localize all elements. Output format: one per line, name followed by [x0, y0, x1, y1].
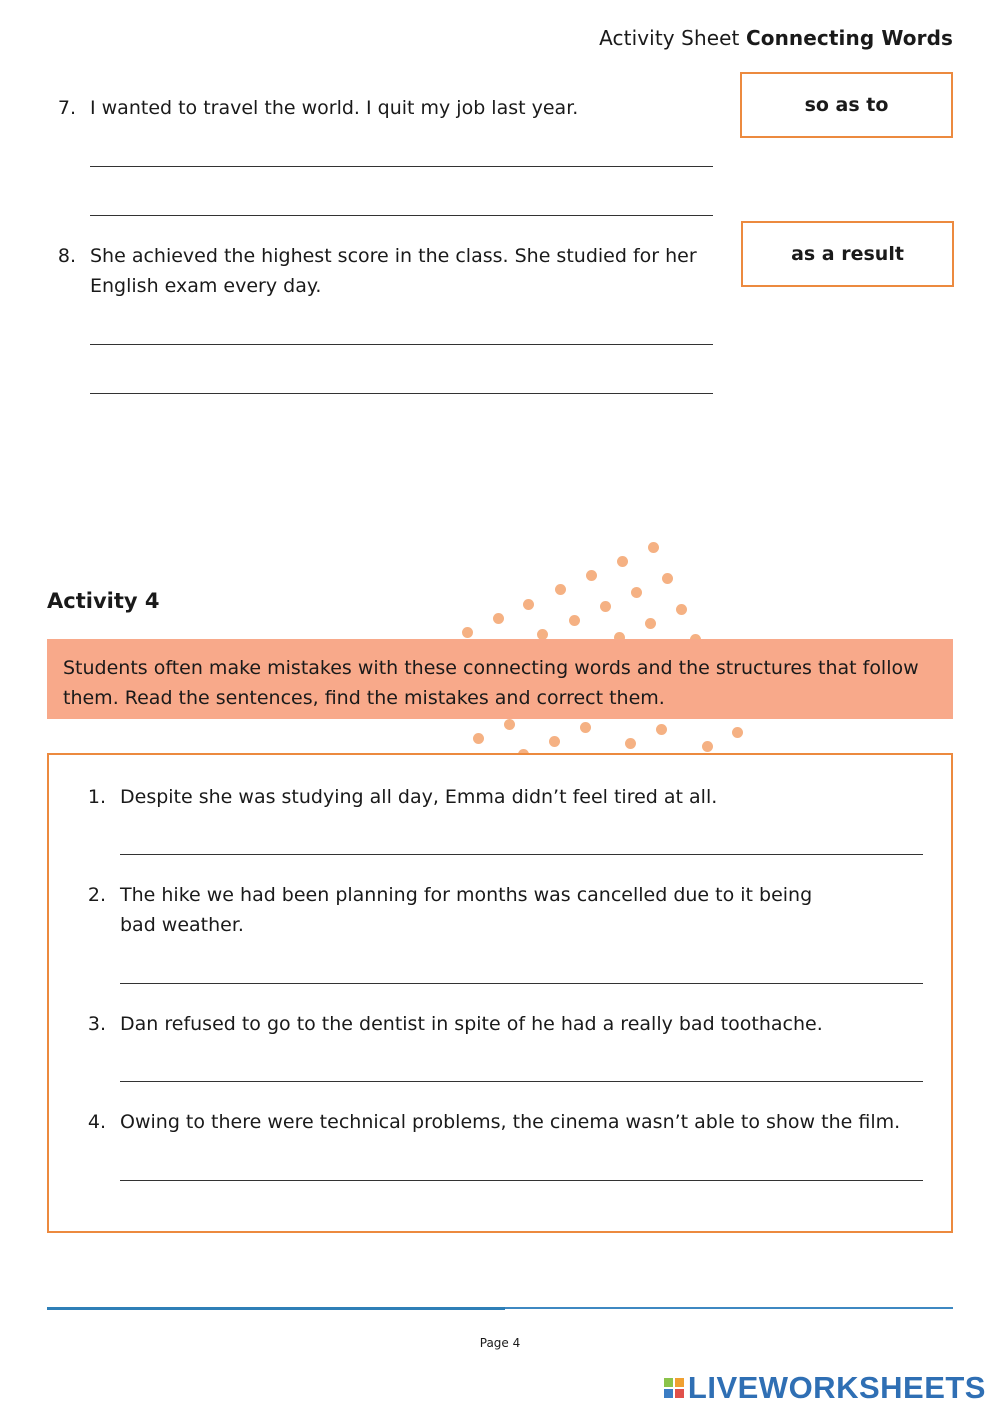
item-text: The hike we had been planning for months was cancelled due to it being [120, 884, 813, 906]
item-text: Owing to there were technical problems, the cinema wasn’t able to show the film. [120, 1111, 901, 1133]
instructions-line: them. Read the sentences, find the mistakes and correct them. [63, 687, 665, 709]
question-7 [48, 93, 718, 123]
brand-name: LIVEWORKSHEETS [687, 1370, 986, 1405]
item-number: 4. [87, 1111, 106, 1133]
item-text: Dan refused to go to the dentist in spite of he had a really bad toothache. [120, 1013, 823, 1035]
exercise-panel [47, 753, 953, 1233]
answer-line[interactable] [90, 215, 713, 216]
question-number: 7. [57, 97, 76, 119]
connector-word: as a result [791, 243, 904, 265]
header-prefix: Activity Sheet [599, 26, 740, 50]
connector-box-so-as-to [740, 72, 953, 138]
answer-line[interactable] [90, 344, 713, 345]
liveworksheets-brand[interactable] [664, 1370, 986, 1406]
answer-line[interactable] [120, 1081, 923, 1082]
item-number: 1. [87, 786, 106, 808]
connector-word: so as to [804, 94, 889, 116]
instructions-line: Students often make mistakes with these connecting words and the structures that follow [63, 657, 919, 679]
page-number: Page 4 [479, 1336, 521, 1350]
page-header [599, 26, 953, 50]
question-number: 8. [57, 245, 76, 267]
item-number: 2. [87, 884, 106, 906]
exercise-item-4 [78, 1107, 938, 1137]
answer-line[interactable] [120, 1180, 923, 1181]
item-number: 3. [87, 1013, 106, 1035]
header-title: Connecting Words [745, 26, 953, 50]
item-text-continued: bad weather. [120, 914, 244, 936]
footer-rule [505, 1307, 953, 1309]
question-text: I wanted to travel the world. I quit my job last year. [90, 97, 579, 119]
question-text: She achieved the highest score in the class. She studied for her [90, 245, 697, 267]
item-text: Despite she was studying all day, Emma didn’t feel tired at all. [120, 786, 718, 808]
connector-box-as-a-result [741, 221, 954, 287]
exercise-item-2 [78, 880, 918, 940]
answer-line[interactable] [90, 393, 713, 394]
answer-line[interactable] [120, 854, 923, 855]
exercise-item-1 [78, 782, 918, 812]
question-text-continued: English exam every day. [90, 275, 322, 297]
question-8 [48, 241, 728, 301]
liveworksheets-logo-icon [664, 1378, 684, 1398]
instructions-banner [47, 639, 953, 719]
footer-rule [47, 1307, 505, 1310]
activity-title: Activity 4 [47, 589, 160, 613]
answer-line[interactable] [120, 983, 923, 984]
exercise-item-3 [78, 1009, 918, 1039]
answer-line[interactable] [90, 166, 713, 167]
